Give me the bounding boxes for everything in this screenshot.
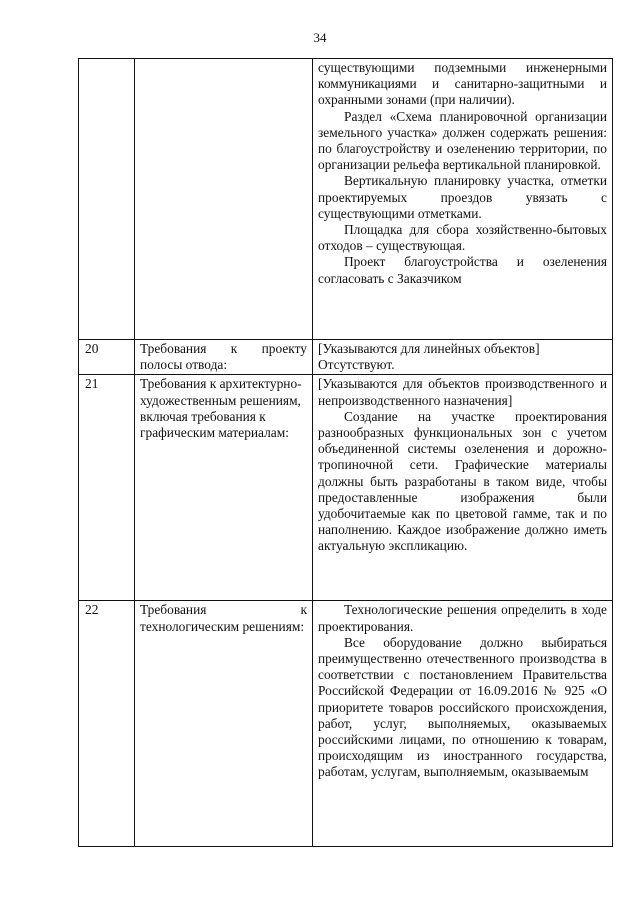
paragraph: Все оборудование должно выбираться преимущественно отечественного производства в соответствии с постановлением Правительства Российской Федерации от 16.09.2016 № 925 «О приоритете товаров российского происхождения, работ, услуг, выполняемых, оказываемых российскими лицами, по отношению к товарам, происходящим из иностранного государства, работам, услугам, выполняемым, оказываемым bbox=[318, 634, 607, 780]
table-row bbox=[79, 601, 613, 847]
row-label: Требования к проекту полосы отвода: bbox=[135, 340, 313, 375]
table-row bbox=[79, 340, 613, 375]
paragraph: Площадка для сбора хозяйственно-бытовых отходов – существующая. bbox=[318, 222, 607, 254]
row-number: 22 bbox=[79, 601, 135, 847]
row-content bbox=[313, 601, 613, 847]
row-content bbox=[313, 340, 613, 375]
table-row bbox=[79, 59, 613, 340]
row-content bbox=[313, 375, 613, 601]
table-row bbox=[79, 375, 613, 601]
paragraph: Вертикальную планировку участка, отметки проектируемых проездов увязать с существующими отметками. bbox=[318, 173, 607, 221]
paragraph: Создание на участке проектирования разнообразных функциональных зон с учетом объединенной системы озеленения и дорожно-тропиночной сети. Графические материалы должны быть разработаны в таком виде, чтобы предоставленные изображения были удобочитаемые как по цветовой гамме, так и по наполнению. Каждое изображение должно иметь актуальную экспликацию. bbox=[318, 408, 607, 554]
row-content bbox=[313, 59, 613, 340]
paragraph: [Указываются для объектов производственного и непроизводственного назначения] bbox=[318, 376, 607, 408]
row-label bbox=[135, 59, 313, 340]
row-number bbox=[79, 59, 135, 340]
paragraph: Проект благоустройства и озеленения согласовать с Заказчиком bbox=[318, 254, 607, 286]
paragraph: существующими подземными инженерными коммуникациями и санитарно-защитными и охранными зонами (при наличии). bbox=[318, 60, 607, 108]
row-number: 21 bbox=[79, 375, 135, 601]
requirements-table bbox=[78, 58, 613, 847]
page-number: 34 bbox=[313, 30, 327, 45]
paragraph: Отсутствуют. bbox=[318, 357, 395, 373]
paragraph: Раздел «Схема планировочной организации земельного участка» должен содержать решения: по благоустройству и озеленению территории, по организации рельефа вертикальной планировкой. bbox=[318, 108, 607, 173]
paragraph: [Указываются для линейных объектов] bbox=[318, 341, 540, 356]
paragraph: Технологические решения определить в ходе проектирования. bbox=[318, 602, 607, 634]
row-number: 20 bbox=[79, 340, 135, 375]
row-label: Требования к архитектурно-художественным решениям, включая требования к графическим материалам: bbox=[135, 375, 313, 601]
row-label: Требования к технологическим решениям: bbox=[135, 601, 313, 847]
